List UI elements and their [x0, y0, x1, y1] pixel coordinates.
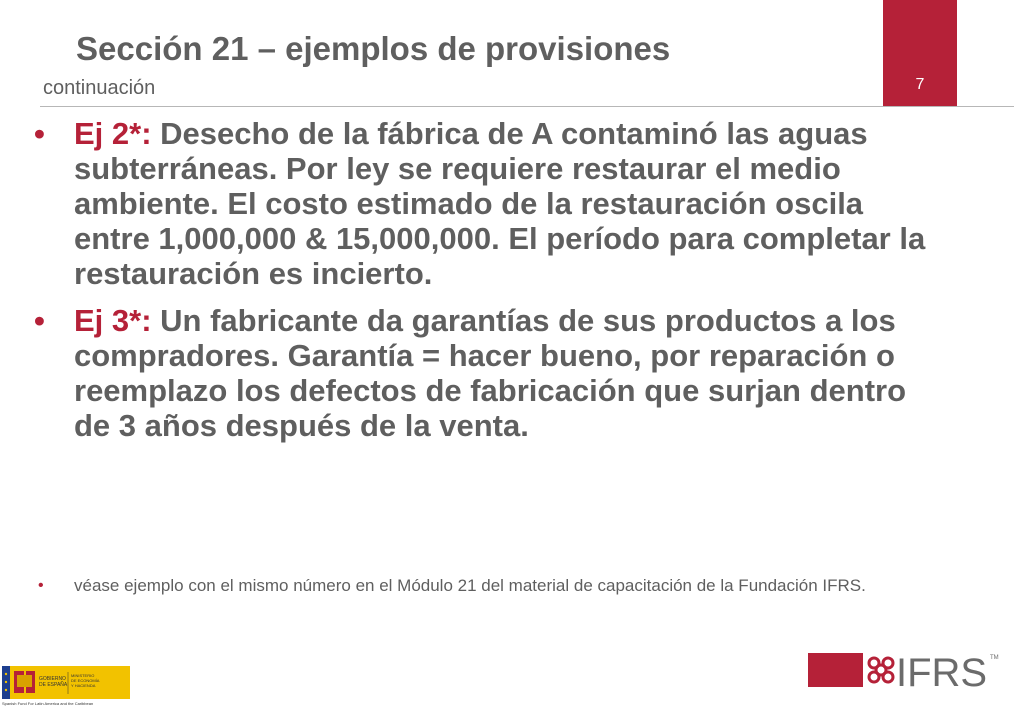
svg-text:MINISTERIO: MINISTERIO: [71, 673, 95, 678]
bullet-list: [30, 116, 930, 455]
bullet-item-ej2: [30, 116, 930, 291]
svg-text:IFRS: IFRS: [896, 651, 988, 691]
gobierno-espana-logo: [2, 666, 130, 706]
bullet-text: Desecho de la fábrica de A contaminó las aguas subterráneas. Por ley se requiere restaurar el medio ambiente. El costo estimado de la restauración oscila entre 1,000,000 & 15,000,000. El período para completar la restauración es incierto.: [74, 116, 926, 291]
slide-title: Sección 21 – ejemplos de provisiones: [76, 30, 671, 67]
bullet-item-ej3: [30, 303, 930, 443]
footnote: [30, 572, 934, 600]
slide-subtitle: continuación: [43, 77, 156, 99]
svg-text:DE ECONOMÍA: DE ECONOMÍA: [71, 678, 100, 683]
svg-text:TM: TM: [990, 655, 999, 661]
slide-number-box: [883, 0, 957, 106]
bullet-label: Ej 3*:: [74, 303, 152, 338]
bullet-label: Ej 2*:: [74, 116, 152, 151]
bullet-dot-icon: •: [34, 303, 45, 338]
bullet-dot-icon: •: [34, 116, 45, 151]
bullet-text: Un fabricante da garantías de sus productos a los compradores. Garantía = hacer bueno, por reparación o reemplazo los defectos de fabricación que surjan dentro de 3 años después de la venta.: [74, 303, 907, 443]
svg-text:Spanish Fund For Latin America: Spanish Fund For Latin America and the Caribbean: [2, 701, 94, 706]
footnote-dot-icon: •: [38, 577, 44, 594]
svg-text:DE ESPAÑA: DE ESPAÑA: [39, 682, 68, 688]
ifrs-logo: [808, 649, 1003, 691]
footnote-text: véase ejemplo con el mismo número en el Módulo 21 del material de capacitación de la Fundación IFRS.: [74, 576, 866, 595]
svg-text:Y HACIENDA: Y HACIENDA: [71, 683, 96, 688]
title-divider: [40, 106, 1014, 107]
svg-text:GOBIERNO: GOBIERNO: [39, 676, 66, 682]
slide-number: 7: [915, 76, 925, 93]
